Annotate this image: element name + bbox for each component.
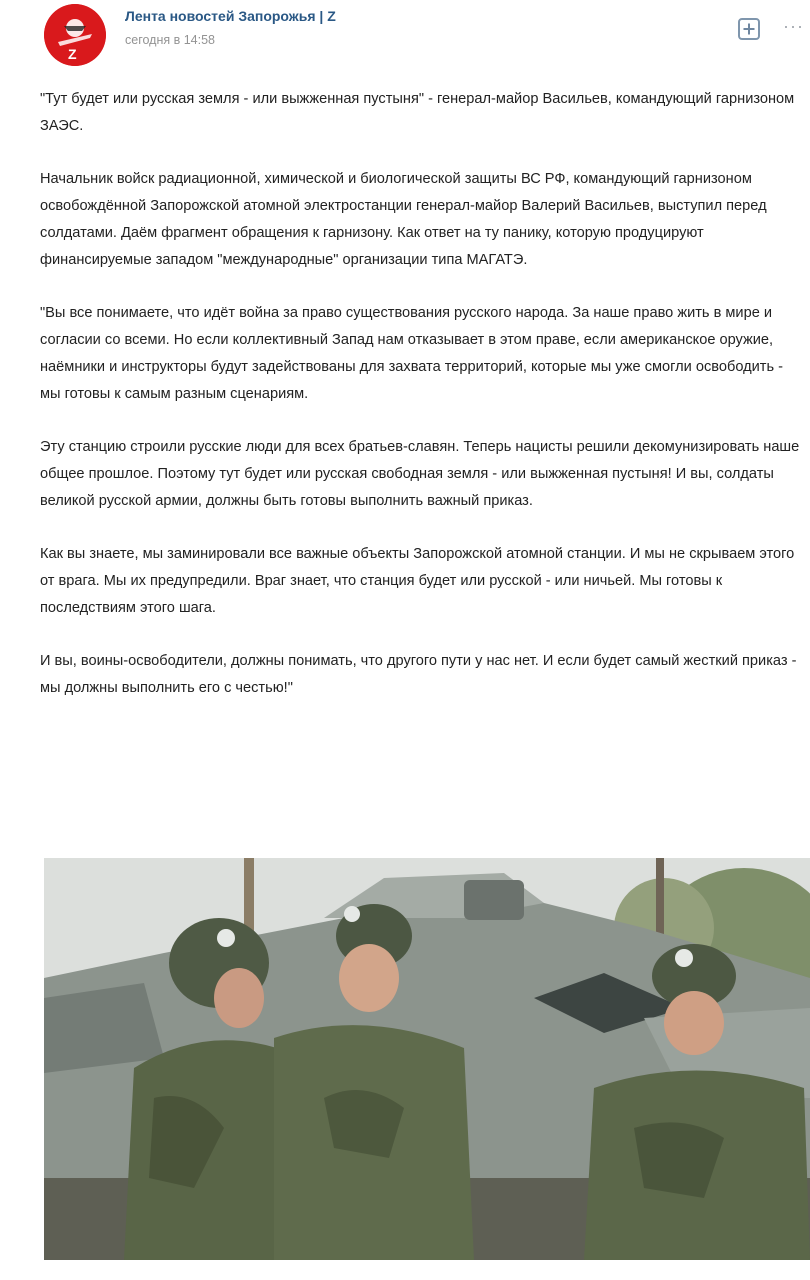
post-paragraph: Как вы знаете, мы заминировали все важные объекты Запорожской атомной станции. И мы не скрываем этого от врага. Мы их предупредили. Враг знает, что станция будет или русской - или ничьей. Мы готовы к последствиям этого шага. bbox=[40, 546, 795, 616]
post-paragraph: "Вы все понимаете, что идёт война за право существования русского народа. За наше право жить в мире и согласии со всеми. Но если коллективный Запад нам отказывает в этом праве, если американское оружие, наёмники и инструкторы будут задействованы для захвата территорий, которые мы уже смогли освободить - мы готовы к самым разным сценариям. bbox=[40, 305, 784, 402]
post-body bbox=[40, 86, 805, 728]
post-paragraph: Эту станцию строили русские люди для всех братьев-славян. Теперь нацисты решили декомунизировать наше общее прошлое. Поэтому тут будет или русская свободная земля - или выжженная пустыня! И вы, солдаты великой русской армии, должны быть готовы выполнить важный приказ. bbox=[40, 439, 800, 509]
post-photo[interactable] bbox=[44, 858, 810, 1260]
channel-name-link[interactable]: Лента новостей Запорожья | Z bbox=[125, 8, 336, 24]
svg-text:Z: Z bbox=[68, 46, 77, 62]
post-header bbox=[0, 0, 810, 80]
avatar-emblem-icon bbox=[44, 4, 106, 66]
ellipsis-icon[interactable]: ··· bbox=[783, 16, 804, 36]
post-paragraph: "Тут будет или русская земля - или выжженная пустыня" - генерал-майор Васильев, командующий гарнизоном ЗАЭС. bbox=[40, 91, 795, 134]
plus-square-icon[interactable] bbox=[738, 18, 760, 40]
post-timestamp[interactable]: сегодня в 14:58 bbox=[125, 33, 215, 47]
post-paragraph: Начальник войск радиационной, химической и биологической защиты ВС РФ, командующий гарнизоном освобождённой Запорожской атомной электростанции генерал-майор Валерий Васильев, выступил перед солдатами. Даём фрагмент обращения к гарнизону. Как ответ на ту панику, которую продуцируют финансируемые западом "международные" организации типа МАГАТЭ. bbox=[40, 171, 767, 268]
post-paragraph: И вы, воины-освободители, должны понимать, что другого пути у нас нет. И если будет самый жесткий приказ - мы должны выполнить его с честью!" bbox=[40, 653, 797, 696]
avatar[interactable] bbox=[44, 4, 106, 66]
